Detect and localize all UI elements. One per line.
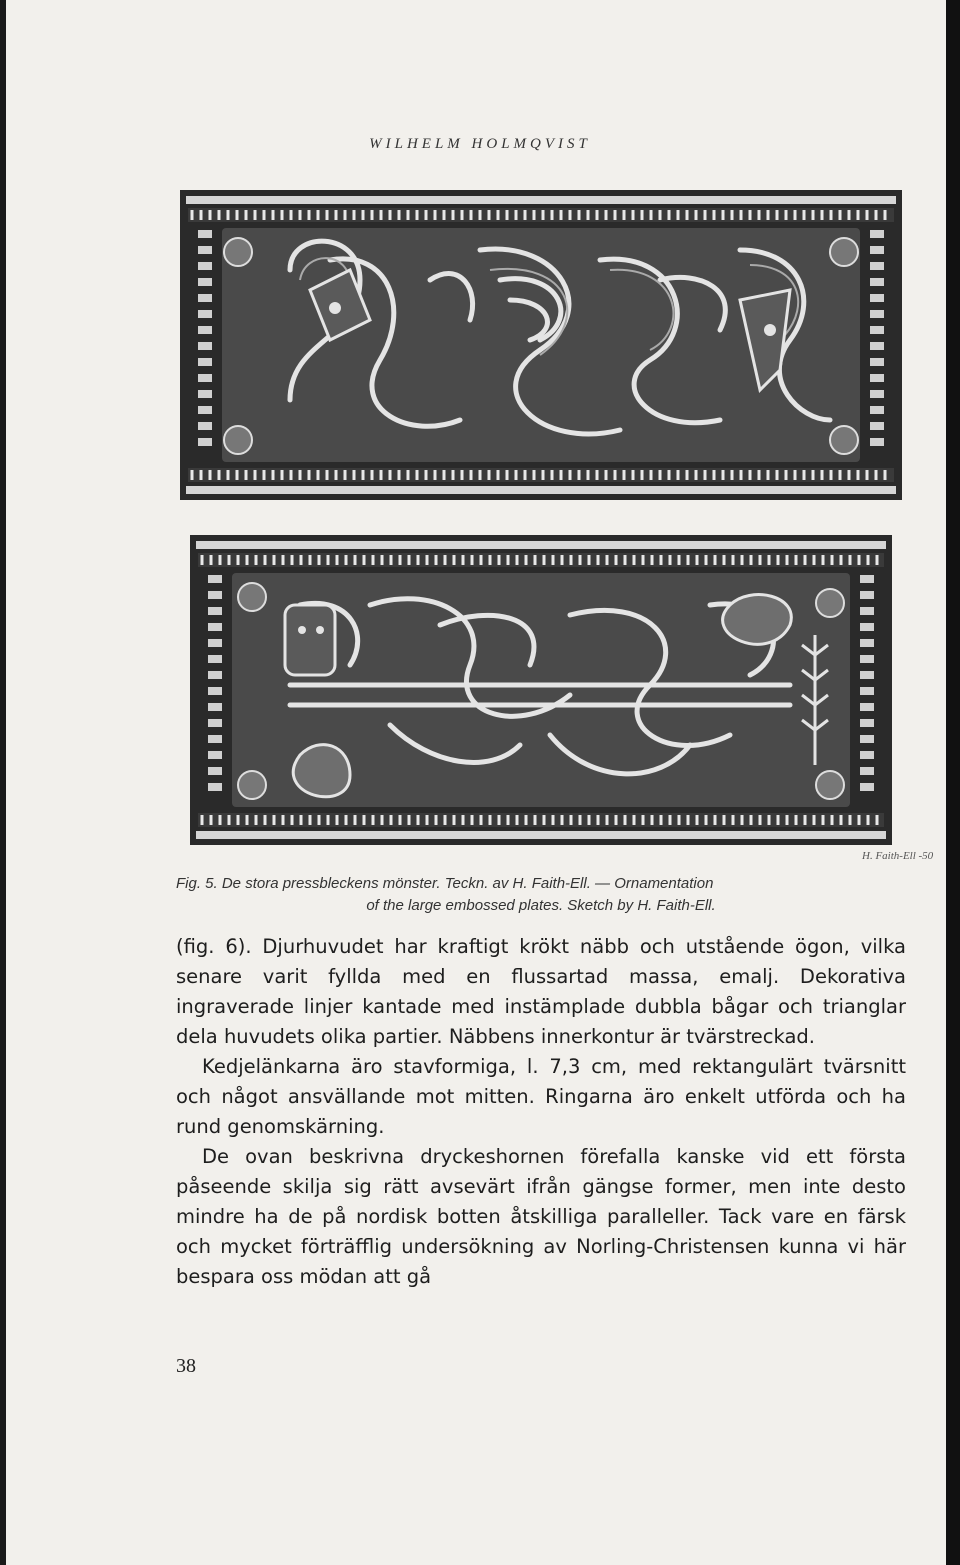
paragraph-1: (fig. 6). Djurhuvudet har kraftigt krökt näbb och utstående ögon, vilka senare varit fyllda med en flussartad massa, emalj. Dekorativa ingraverade linjer kantade med instämplade dubbla bågar och trianglar dela huvudets olika partier. Näbbens innerkontur är tvärstreckad. <box>176 935 906 1048</box>
scan-edge-left <box>0 0 6 1565</box>
upper-plate-illustration <box>180 190 902 500</box>
paragraph-2: Kedjelänkarna äro stavformiga, l. 7,3 cm, med rektangulärt tvärsnitt och något ansvällande mot mitten. Ringarna äro enkelt utförda och ha rund genomskärning. <box>176 1055 906 1138</box>
caption-line-1: Fig. 5. De stora pressbleckens mönster. Teckn. av H. Faith-Ell. — Ornamentation <box>176 875 714 892</box>
caption-line-2: of the large embossed plates. Sketch by H. Faith-Ell. <box>366 897 716 914</box>
page-number: 38 <box>176 1355 196 1377</box>
figure-caption <box>176 873 906 917</box>
paragraph-3: De ovan beskrivna dryckeshornen förefalla kanske vid ett första påseende skilja sig rätt avsevärt ifrån gängse former, men inte desto mindre ha de på nordisk botten åtskilliga paralleller. Tack vare en färsk och mycket förträfflig undersökning av Norling-Christensen kunna vi här bespara oss mödan att gå <box>176 1145 906 1288</box>
artist-signature: H. Faith-Ell -50 <box>862 850 934 862</box>
body-text <box>176 932 906 1292</box>
lower-plate-illustration <box>190 535 892 845</box>
scan-edge-right <box>946 0 960 1565</box>
running-head: WILHELM HOLMQVIST <box>369 136 591 152</box>
